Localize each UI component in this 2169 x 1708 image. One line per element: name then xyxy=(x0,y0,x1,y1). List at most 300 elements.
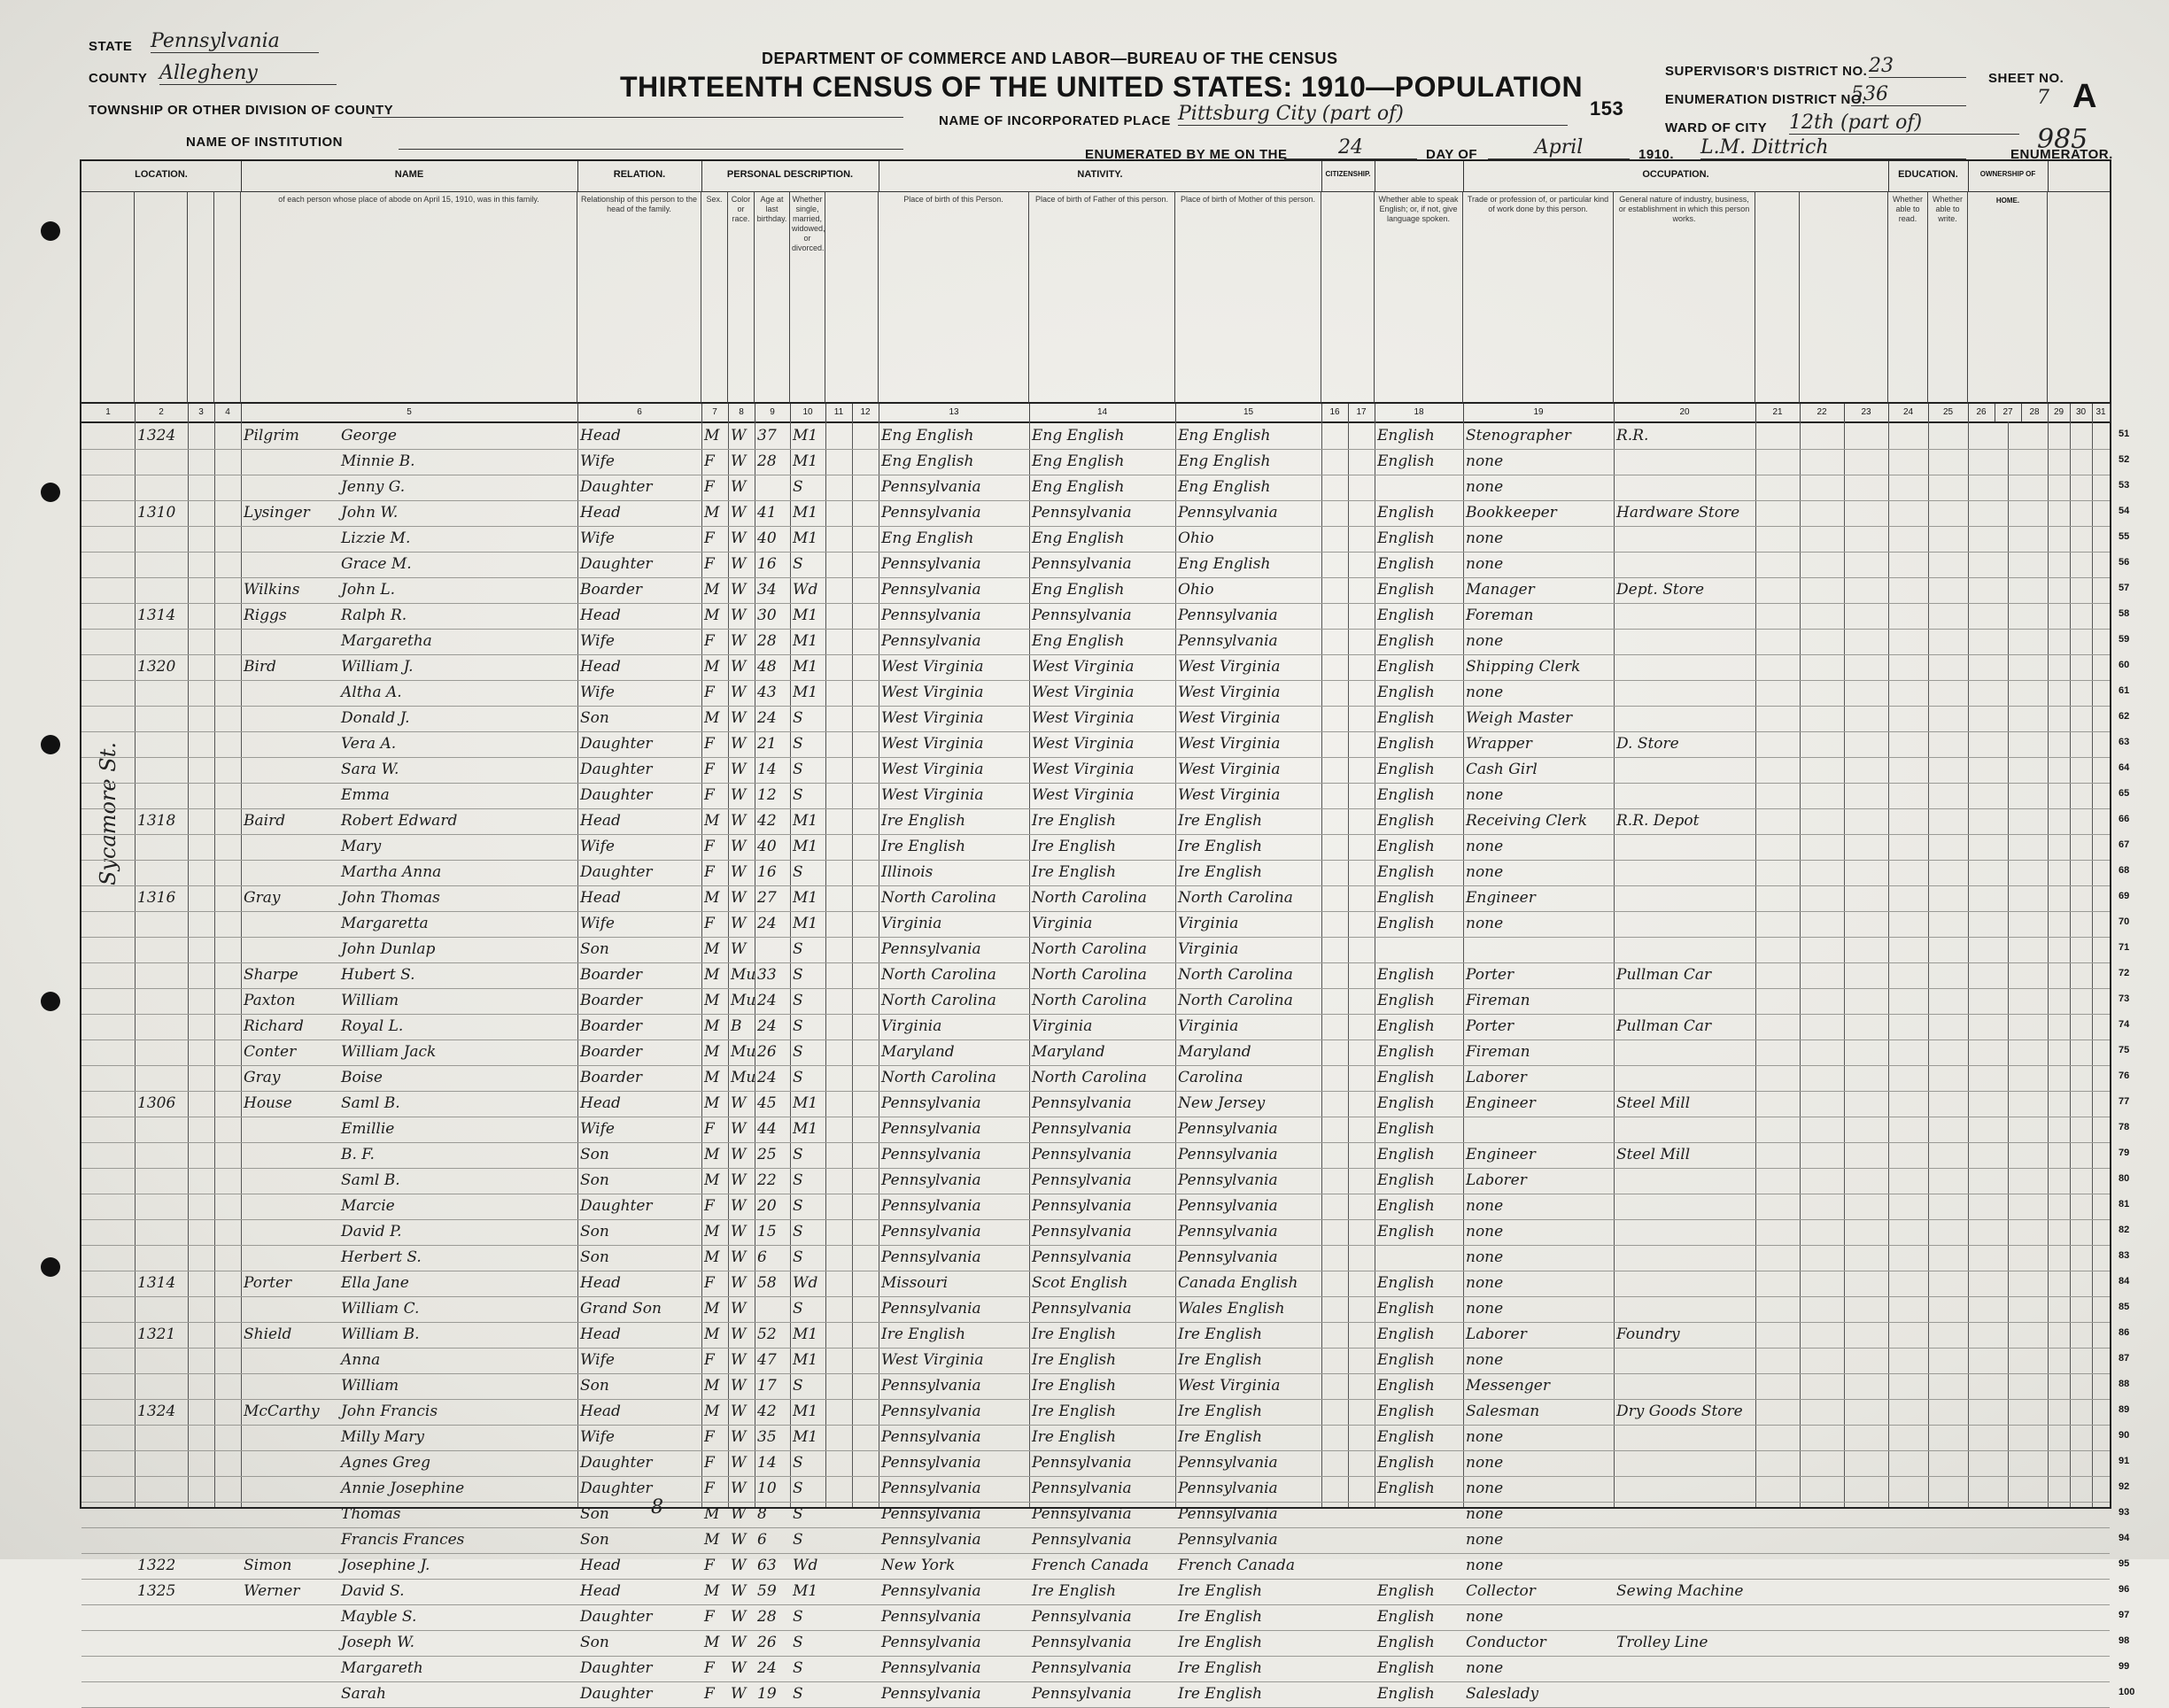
cell-race: W xyxy=(731,478,747,496)
cell-industry: Steel Mill xyxy=(1616,1094,1691,1112)
table-row xyxy=(81,1322,2110,1349)
line-number: 77 xyxy=(2119,1096,2130,1107)
table-row xyxy=(81,1656,2110,1682)
line-number: 68 xyxy=(2119,865,2130,876)
column-number: 2 xyxy=(135,404,189,423)
cell-marital: S xyxy=(793,1171,803,1189)
cell-surname: Wilkins xyxy=(244,581,300,599)
cell-father: Pennsylvania xyxy=(1032,1248,1132,1266)
line-number: 56 xyxy=(2119,557,2130,568)
cell-father: West Virginia xyxy=(1032,735,1135,753)
cell-race: Mu xyxy=(731,1069,756,1086)
cell-sex: M xyxy=(704,1634,720,1651)
cell-age: 59 xyxy=(757,1582,777,1600)
table-row xyxy=(81,680,2110,707)
table-row xyxy=(81,1168,2110,1194)
cell-marital: S xyxy=(793,992,803,1009)
cell-house xyxy=(135,680,188,706)
cell-house xyxy=(135,1450,188,1476)
cell-relation: Daughter xyxy=(580,1480,653,1497)
col-read-head: Whether able to read. xyxy=(1888,191,1928,404)
cell-father: Ire English xyxy=(1032,812,1117,830)
cell-sex: M xyxy=(704,1325,720,1343)
cell-pob: Pennsylvania xyxy=(881,1248,981,1266)
cell-industry xyxy=(1614,654,1755,680)
cell-pob: West Virginia xyxy=(881,761,984,778)
cell-race: W xyxy=(731,1377,747,1395)
cell-mother: West Virginia xyxy=(1178,658,1281,676)
cell-surname xyxy=(241,1681,338,1707)
cell-relation: Son xyxy=(580,1146,609,1163)
cell-industry xyxy=(1614,1476,1755,1502)
table-row xyxy=(81,577,2110,604)
cell-industry xyxy=(1614,449,1755,475)
cell-sex: F xyxy=(704,1659,715,1677)
place-label: NAME OF INCORPORATED PLACE xyxy=(939,113,1171,128)
cell-house: 1316 xyxy=(137,889,176,907)
cell-trade: none xyxy=(1466,1608,1504,1626)
cell-given: William xyxy=(341,1377,399,1395)
cell-relation: Head xyxy=(580,1403,621,1420)
cell-marital: S xyxy=(793,1608,803,1626)
cell-trade: Porter xyxy=(1466,1017,1514,1035)
cell-lang: English xyxy=(1377,1403,1435,1420)
cell-lang: English xyxy=(1377,1659,1435,1677)
census-title: THIRTEENTH CENSUS OF THE UNITED STATES: 1910—POPULATION xyxy=(620,71,1584,103)
cell-pob: North Carolina xyxy=(881,1069,996,1086)
cell-father: Eng English xyxy=(1032,581,1125,599)
punch-hole xyxy=(41,221,60,241)
cell-marital: S xyxy=(793,1146,803,1163)
cell-pob: West Virginia xyxy=(881,786,984,804)
cell-father: Pennsylvania xyxy=(1032,607,1132,624)
cell-lang: English xyxy=(1377,452,1435,470)
table-row xyxy=(81,423,2110,450)
cell-race: W xyxy=(731,1480,747,1497)
cell-marital: S xyxy=(793,735,803,753)
cell-trade: Fireman xyxy=(1466,1043,1530,1061)
col-relation-head: Relationship of this person to the head of the family. xyxy=(577,191,701,404)
column-number: 4 xyxy=(214,404,242,423)
cell-mother: Ire English xyxy=(1178,1634,1263,1651)
group-citizenship: CITIZENSHIP. xyxy=(1321,161,1375,192)
line-number: 70 xyxy=(2119,916,2130,927)
cell-trade: none xyxy=(1466,1274,1504,1292)
cell-marital: S xyxy=(793,1377,803,1395)
cell-sex: M xyxy=(704,940,720,958)
cell-pob: Pennsylvania xyxy=(881,1685,981,1703)
cell-father: Pennsylvania xyxy=(1032,1608,1132,1626)
cell-father: Eng English xyxy=(1032,452,1125,470)
column-number: 26 xyxy=(1968,404,1995,423)
cell-lang: English xyxy=(1377,504,1435,522)
cell-industry xyxy=(1614,1450,1755,1476)
place-value: Pittsburg City (part of) xyxy=(1178,103,1568,126)
cell-race: W xyxy=(731,786,747,804)
cell-given: Margaretta xyxy=(341,915,429,932)
cell-sex: M xyxy=(704,1531,720,1549)
enumerated-month: April xyxy=(1488,136,1630,159)
cell-industry: Pullman Car xyxy=(1616,1017,1712,1035)
table-row xyxy=(81,1117,2110,1143)
cell-lang: English xyxy=(1377,581,1435,599)
cell-age: 14 xyxy=(757,761,777,778)
cell-house: 1325 xyxy=(137,1582,176,1600)
column-number: 15 xyxy=(1175,404,1322,423)
cell-race: W xyxy=(731,607,747,624)
line-number: 71 xyxy=(2119,942,2130,953)
col-class-head xyxy=(1755,191,1800,404)
cell-lang xyxy=(1375,1553,1463,1579)
group-language xyxy=(1375,161,1464,192)
cell-mother: North Carolina xyxy=(1178,992,1293,1009)
table-row xyxy=(81,757,2110,784)
cell-lang: English xyxy=(1377,1351,1435,1369)
enumerator-label: ENUMERATOR. xyxy=(2010,147,2113,162)
cell-trade: Laborer xyxy=(1466,1171,1527,1189)
col-ownership-head xyxy=(1968,191,2048,404)
table-row xyxy=(81,1296,2110,1323)
cell-house xyxy=(135,526,188,552)
cell-given: Sarah xyxy=(341,1685,386,1703)
cell-sex: M xyxy=(704,1017,720,1035)
cell-industry xyxy=(1614,1219,1755,1245)
cell-lang: English xyxy=(1377,1608,1435,1626)
line-number: 84 xyxy=(2119,1276,2130,1287)
group-occupation: OCCUPATION. xyxy=(1463,161,1889,192)
cell-father: Ire English xyxy=(1032,1582,1117,1600)
line-number: 80 xyxy=(2119,1173,2130,1184)
cell-trade: none xyxy=(1466,1454,1504,1472)
cell-trade: Stenographer xyxy=(1466,427,1571,444)
cell-house xyxy=(135,1296,188,1322)
cell-mother: Virginia xyxy=(1178,915,1239,932)
cell-lang: English xyxy=(1377,1197,1435,1215)
cell-father: Maryland xyxy=(1032,1043,1105,1061)
cell-trade: Laborer xyxy=(1466,1325,1527,1343)
cell-mother: Ohio xyxy=(1178,581,1214,599)
line-number: 67 xyxy=(2119,839,2130,850)
cell-given: Ralph R. xyxy=(341,607,407,624)
cell-given: Ella Jane xyxy=(341,1274,409,1292)
cell-house xyxy=(135,1502,188,1527)
cell-lang: English xyxy=(1377,812,1435,830)
cell-lang: English xyxy=(1377,1480,1435,1497)
cell-lang: English xyxy=(1377,1069,1435,1086)
cell-father: Ire English xyxy=(1032,1351,1117,1369)
cell-surname: Simon xyxy=(244,1557,292,1574)
cell-given: John Dunlap xyxy=(341,940,436,958)
table-row xyxy=(81,1245,2110,1271)
cell-mother: Pennsylvania xyxy=(1178,1454,1278,1472)
cell-father: Pennsylvania xyxy=(1032,1223,1132,1240)
cell-relation: Head xyxy=(580,889,621,907)
cell-relation: Daughter xyxy=(580,478,653,496)
cell-industry xyxy=(1614,1553,1755,1579)
cell-race: W xyxy=(731,761,747,778)
cell-lang: English xyxy=(1377,709,1435,727)
cell-trade: none xyxy=(1466,1428,1504,1446)
cell-mother: Maryland xyxy=(1178,1043,1251,1061)
col-name-head: of each person whose place of abode on April 15, 1910, was in this family. xyxy=(241,191,577,404)
table-row xyxy=(81,1348,2110,1374)
cell-age: 52 xyxy=(757,1325,777,1343)
cell-age: 58 xyxy=(757,1274,777,1292)
column-number: 29 xyxy=(2048,404,2071,423)
cell-marital: M1 xyxy=(793,1582,818,1600)
cell-mother: Ire English xyxy=(1178,1659,1263,1677)
cell-father: Eng English xyxy=(1032,529,1125,547)
cell-marital: M1 xyxy=(793,1120,818,1138)
cell-sex: F xyxy=(704,1274,715,1292)
column-number: 7 xyxy=(701,404,729,423)
cell-father: Pennsylvania xyxy=(1032,1171,1132,1189)
cell-lang: English xyxy=(1377,889,1435,907)
cell-mother: Pennsylvania xyxy=(1178,1531,1278,1549)
cell-sex: F xyxy=(704,761,715,778)
cell-given: Vera A. xyxy=(341,735,397,753)
cell-industry xyxy=(1614,1681,1755,1707)
column-number: 21 xyxy=(1755,404,1801,423)
cell-industry xyxy=(1614,526,1755,552)
cell-relation: Daughter xyxy=(580,1608,653,1626)
table-row xyxy=(81,860,2110,886)
cell-sex: F xyxy=(704,452,715,470)
punch-hole xyxy=(41,992,60,1011)
line-number: 95 xyxy=(2119,1558,2130,1569)
cell-lang: English xyxy=(1377,1274,1435,1292)
column-number: 20 xyxy=(1614,404,1756,423)
cell-marital: M1 xyxy=(793,658,818,676)
column-number: 11 xyxy=(825,404,853,423)
cell-age: 30 xyxy=(757,607,777,624)
cell-given: Martha Anna xyxy=(341,863,442,881)
cell-race: W xyxy=(731,735,747,753)
cell-trade: Messenger xyxy=(1466,1377,1550,1395)
line-number: 90 xyxy=(2119,1430,2130,1441)
cell-given: Jenny G. xyxy=(341,478,406,496)
state-value: Pennsylvania xyxy=(151,30,319,53)
cell-sex: M xyxy=(704,658,720,676)
cell-relation: Boarder xyxy=(580,1069,643,1086)
column-number: 3 xyxy=(188,404,215,423)
cell-race: W xyxy=(731,1325,747,1343)
cell-pob: Eng English xyxy=(881,427,974,444)
group-name: NAME xyxy=(241,161,578,192)
cell-mother: Pennsylvania xyxy=(1178,1480,1278,1497)
cell-relation: Daughter xyxy=(580,1197,653,1215)
line-number: 76 xyxy=(2119,1070,2130,1081)
group-extra xyxy=(2048,161,2110,192)
cell-age: 28 xyxy=(757,1608,777,1626)
cell-pob: Pennsylvania xyxy=(881,607,981,624)
cell-industry xyxy=(1614,757,1755,783)
cell-mother: West Virginia xyxy=(1178,735,1281,753)
cell-race: W xyxy=(731,452,747,470)
cell-industry xyxy=(1614,680,1755,706)
cell-father: West Virginia xyxy=(1032,786,1135,804)
supervisor-value: 23 xyxy=(1869,55,1966,78)
cell-relation: Head xyxy=(580,812,621,830)
cell-pob: Pennsylvania xyxy=(881,1146,981,1163)
cell-relation: Wife xyxy=(580,1120,615,1138)
cell-mother: Ohio xyxy=(1178,529,1214,547)
cell-surname xyxy=(241,1245,338,1271)
cell-relation: Son xyxy=(580,1171,609,1189)
cell-house xyxy=(135,706,188,731)
cell-given: John Francis xyxy=(341,1403,438,1420)
cell-race: W xyxy=(731,1197,747,1215)
cell-age: 24 xyxy=(757,1017,777,1035)
table-row xyxy=(81,1039,2110,1066)
cell-given: Grace M. xyxy=(341,555,412,573)
table-row xyxy=(81,808,2110,835)
cell-relation: Wife xyxy=(580,838,615,855)
cell-race: W xyxy=(731,1454,747,1472)
institution-label: NAME OF INSTITUTION xyxy=(186,135,343,150)
line-number: 55 xyxy=(2119,531,2130,542)
cell-house xyxy=(135,860,188,885)
cell-sex: M xyxy=(704,1505,720,1523)
col-citizenship-head xyxy=(1321,191,1375,404)
group-education: EDUCATION. xyxy=(1888,161,1969,192)
county-value: Allegheny xyxy=(159,62,337,85)
cell-relation: Wife xyxy=(580,452,615,470)
cell-lang: English xyxy=(1377,1017,1435,1035)
cell-marital: S xyxy=(793,1223,803,1240)
col-pob-father-head: Place of birth of Father of this person. xyxy=(1029,191,1175,404)
cell-father: Pennsylvania xyxy=(1032,1094,1132,1112)
table-row xyxy=(81,1142,2110,1169)
cell-sex: M xyxy=(704,1248,720,1266)
cell-relation: Son xyxy=(580,1223,609,1240)
cell-sex: F xyxy=(704,863,715,881)
cell-given: Saml B. xyxy=(341,1094,400,1112)
cell-age: 14 xyxy=(757,1454,777,1472)
column-number: 18 xyxy=(1375,404,1464,423)
cell-age: 63 xyxy=(757,1557,777,1574)
column-number: 27 xyxy=(1995,404,2022,423)
cell-trade: Fireman xyxy=(1466,992,1530,1009)
cell-age: 27 xyxy=(757,889,777,907)
cell-house: 1310 xyxy=(137,504,176,522)
cell-marital: M1 xyxy=(793,529,818,547)
cell-trade: none xyxy=(1466,452,1504,470)
cell-trade: none xyxy=(1466,915,1504,932)
column-number: 17 xyxy=(1348,404,1375,423)
cell-relation: Son xyxy=(580,1505,609,1523)
cell-surname: Shield xyxy=(244,1325,292,1343)
cell-surname: Bird xyxy=(244,658,276,676)
cell-father: Pennsylvania xyxy=(1032,1531,1132,1549)
cell-given: Saml B. xyxy=(341,1171,400,1189)
column-number: 28 xyxy=(2021,404,2049,423)
cell-age: 42 xyxy=(757,1403,777,1420)
cell-surname: House xyxy=(244,1094,292,1112)
cell-relation: Daughter xyxy=(580,1685,653,1703)
cell-surname xyxy=(241,1630,338,1656)
cell-relation: Daughter xyxy=(580,761,653,778)
cell-pob: Pennsylvania xyxy=(881,1094,981,1112)
cell-age: 21 xyxy=(757,735,777,753)
cell-age: 16 xyxy=(757,555,777,573)
cell-pob: Pennsylvania xyxy=(881,1480,981,1497)
cell-age: 24 xyxy=(757,1659,777,1677)
column-number: 19 xyxy=(1463,404,1615,423)
cell-pob: Pennsylvania xyxy=(881,632,981,650)
cell-race: W xyxy=(731,632,747,650)
cell-surname xyxy=(241,1117,338,1142)
cell-mother: North Carolina xyxy=(1178,889,1293,907)
cell-pob: Pennsylvania xyxy=(881,1223,981,1240)
col-children-head xyxy=(825,191,879,404)
cell-pob: Pennsylvania xyxy=(881,478,981,496)
cell-sex: F xyxy=(704,478,715,496)
cell-trade: none xyxy=(1466,1300,1504,1318)
cell-surname xyxy=(241,1194,338,1219)
cell-industry xyxy=(1614,1117,1755,1142)
line-number: 60 xyxy=(2119,660,2130,670)
group-location: LOCATION. xyxy=(81,161,242,192)
cell-industry xyxy=(1614,1194,1755,1219)
cell-trade: none xyxy=(1466,684,1504,701)
cell-lang xyxy=(1375,1527,1463,1553)
cell-race: W xyxy=(731,838,747,855)
cell-industry xyxy=(1614,603,1755,629)
cell-given: William J. xyxy=(341,658,414,676)
cell-given: Emma xyxy=(341,786,390,804)
cell-sex: M xyxy=(704,1300,720,1318)
cell-surname xyxy=(241,783,338,808)
cell-given: Milly Mary xyxy=(341,1428,424,1446)
line-number: 52 xyxy=(2119,454,2130,465)
cell-race: W xyxy=(731,1274,747,1292)
cell-sex: M xyxy=(704,581,720,599)
cell-father: Pennsylvania xyxy=(1032,504,1132,522)
col-extra-head xyxy=(2048,191,2110,404)
cell-father: West Virginia xyxy=(1032,658,1135,676)
cell-industry: Steel Mill xyxy=(1616,1146,1691,1163)
cell-age: 28 xyxy=(757,452,777,470)
cell-lang: English xyxy=(1377,1094,1435,1112)
line-number: 69 xyxy=(2119,891,2130,901)
cell-mother: Pennsylvania xyxy=(1178,1171,1278,1189)
cell-marital: S xyxy=(793,1505,803,1523)
cell-relation: Son xyxy=(580,1248,609,1266)
table-row xyxy=(81,988,2110,1015)
cell-trade: none xyxy=(1466,1557,1504,1574)
cell-trade: none xyxy=(1466,1659,1504,1677)
cell-marital: M1 xyxy=(793,838,818,855)
cell-lang: English xyxy=(1377,1146,1435,1163)
line-number: 63 xyxy=(2119,737,2130,747)
cell-trade: Engineer xyxy=(1466,1094,1536,1112)
cell-surname xyxy=(241,526,338,552)
line-number: 75 xyxy=(2119,1045,2130,1055)
cell-age: 41 xyxy=(757,504,777,522)
cell-trade xyxy=(1463,1117,1614,1142)
cell-pob: Pennsylvania xyxy=(881,1197,981,1215)
cell-relation: Son xyxy=(580,1531,609,1549)
cell-race: W xyxy=(731,1634,747,1651)
cell-pob: Ire English xyxy=(881,812,966,830)
cell-father: Virginia xyxy=(1032,1017,1093,1035)
cell-industry xyxy=(1614,783,1755,808)
sheet-label: SHEET NO. xyxy=(1988,71,2064,86)
col-color-head: Color or race. xyxy=(728,191,755,404)
cell-given: Josephine J. xyxy=(341,1557,430,1574)
cell-race: W xyxy=(731,1351,747,1369)
